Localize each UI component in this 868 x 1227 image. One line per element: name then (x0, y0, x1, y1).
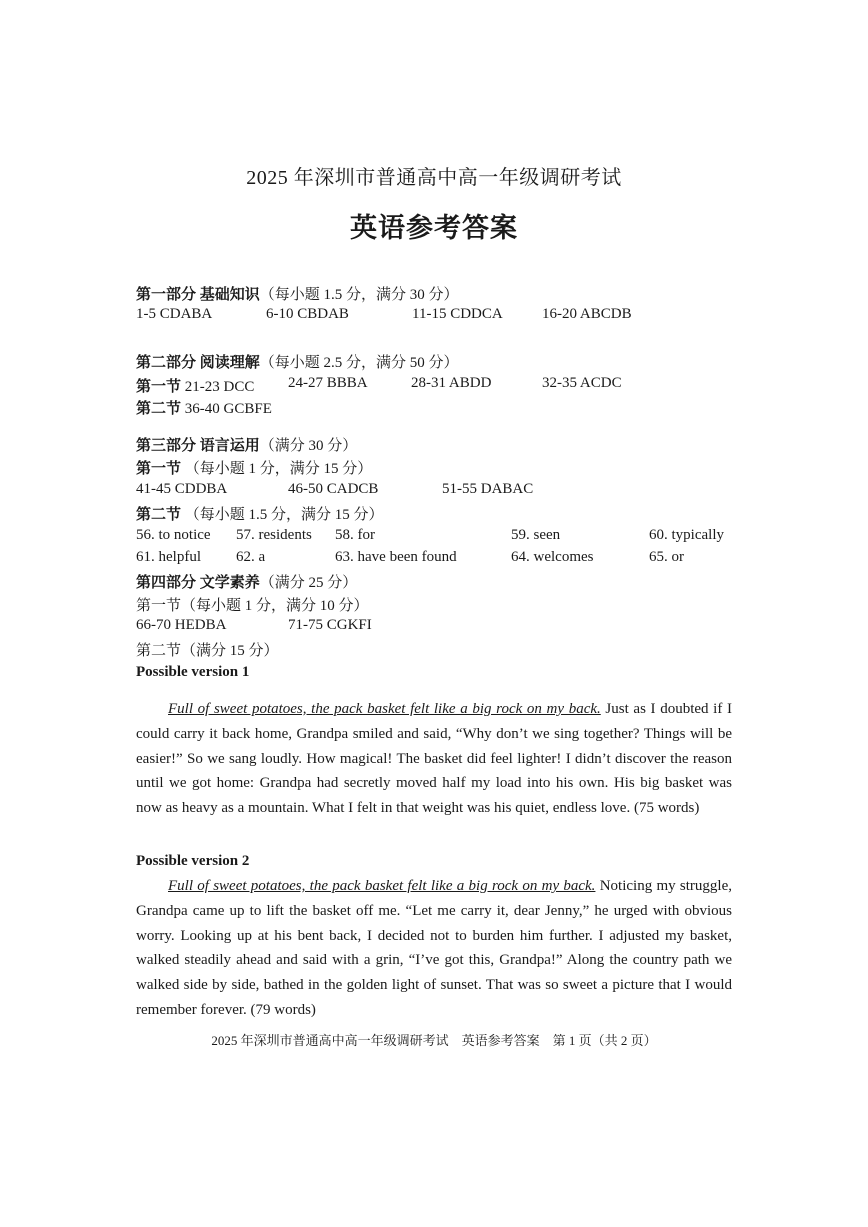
part1-heading: 第一部分 基础知识 (136, 287, 260, 303)
page-footer: 2025 年深圳市普通高中高一年级调研考试 英语参考答案 第 1 页（共 2 页） (211, 1033, 657, 1048)
part3-s1-answer-3: 51-55 DABAC (442, 481, 534, 497)
part1-heading-line (136, 283, 459, 304)
part2-s1-answer-4: 32-35 ACDC (542, 375, 622, 391)
answer-60: 60. typically (649, 527, 724, 543)
part2-s2-answer: 36-40 GCBFE (184, 401, 272, 417)
version2-label: Possible version 2 (136, 853, 250, 869)
part2-heading-line (136, 351, 459, 372)
answer-64: 64. welcomes (511, 549, 594, 565)
part2-heading: 第二部分 阅读理解 (136, 355, 260, 371)
part3-heading: 第三部分 语言运用 (136, 438, 260, 454)
part2-s1-answer-2: 24-27 BBBA (288, 375, 368, 391)
part3-heading-line (136, 434, 357, 455)
part1-answer-3: 11-15 CDDCA (412, 306, 503, 322)
part3-s1-answer-2: 46-50 CADCB (288, 481, 379, 497)
part2-section1-line (136, 375, 254, 396)
part2-section1-label: 第一节 (136, 379, 182, 395)
version2-first-sentence: Full of sweet potatoes, the pack basket felt like a big rock on my back. (168, 878, 596, 894)
answer-key-title: 英语参考答案 (350, 213, 518, 243)
version1-first-sentence: Full of sweet potatoes, the pack basket felt like a big rock on my back. (168, 701, 601, 717)
answer-62: 62. a (236, 549, 266, 565)
part2-section2-line (136, 397, 272, 418)
version1-paragraph (136, 697, 732, 821)
part3-note: （满分 30 分） (259, 438, 358, 454)
part3-section1-label: 第一节 (136, 461, 182, 477)
part1-note: （每小题 1.5 分，满分 30 分） (259, 287, 459, 303)
part4-section2-line: 第二节（满分 15 分） (136, 643, 279, 659)
answer-58: 58. for (335, 527, 375, 543)
part3-section1-note: （每小题 1 分，满分 15 分） (184, 461, 373, 477)
part3-section1-line (136, 457, 372, 478)
answer-61: 61. helpful (136, 549, 201, 565)
answer-57: 57. residents (236, 527, 312, 543)
part4-section1-line: 第一节（每小题 1 分，满分 10 分） (136, 598, 369, 614)
part3-section2-label: 第二节 (136, 507, 182, 523)
part4-note: （满分 25 分） (259, 575, 358, 591)
exam-title: 2025 年深圳市普通高中高一年级调研考试 (246, 167, 622, 189)
part4-s1-answer-1: 66-70 HEDBA (136, 617, 227, 633)
part2-section2-label: 第二节 (136, 401, 182, 417)
part2-s1-answer-3: 28-31 ABDD (411, 375, 492, 391)
part1-answer-4: 16-20 ABCDB (542, 306, 632, 322)
part4-heading-line (136, 571, 357, 592)
part1-answer-1: 1-5 CDABA (136, 306, 213, 322)
answer-65: 65. or (649, 549, 684, 565)
version2-paragraph (136, 874, 732, 1023)
part3-s1-answer-1: 41-45 CDDBA (136, 481, 228, 497)
part2-note: （每小题 2.5 分，满分 50 分） (259, 355, 459, 371)
part4-s1-answer-2: 71-75 CGKFI (288, 617, 372, 633)
version1-body: Just as I doubted if I could carry it back home, Grandpa smiled and said, “Why don’t we sing together? Things will be easier!” So we sang loudly. How magical! The basket did feel lighter! I didn’t discover the reason until we got home: Grandpa had secretly moved half my load into his own. His big basket was now as heavy as a mountain. What I felt in that weight was his quiet, endless love. (75 words) (136, 701, 732, 817)
answer-56: 56. to notice (136, 527, 211, 543)
answer-63: 63. have been found (335, 549, 457, 565)
part1-answer-2: 6-10 CBDAB (266, 306, 349, 322)
part3-section2-line (136, 503, 384, 524)
answer-59: 59. seen (511, 527, 561, 543)
part3-section2-note: （每小题 1.5 分，满分 15 分） (184, 507, 384, 523)
part4-heading: 第四部分 文学素养 (136, 575, 260, 591)
version2-body: Noticing my struggle, Grandpa came up to lift the basket off me. “Let me carry it, dear Jenny,” he urged with obvious worry. Looking up at his bent back, I decided not to burden him further. I adjusted my basket, walked steadily ahead and said with a grin, “I’ve got this, Grandpa!” Along the country path we walked side by side, bathed in the golden light of sunset. That was so sweet a picture that I would remember forever. (79 words) (136, 878, 732, 1018)
part2-s1-answer-1: 21-23 DCC (184, 379, 255, 395)
version1-label: Possible version 1 (136, 664, 250, 680)
